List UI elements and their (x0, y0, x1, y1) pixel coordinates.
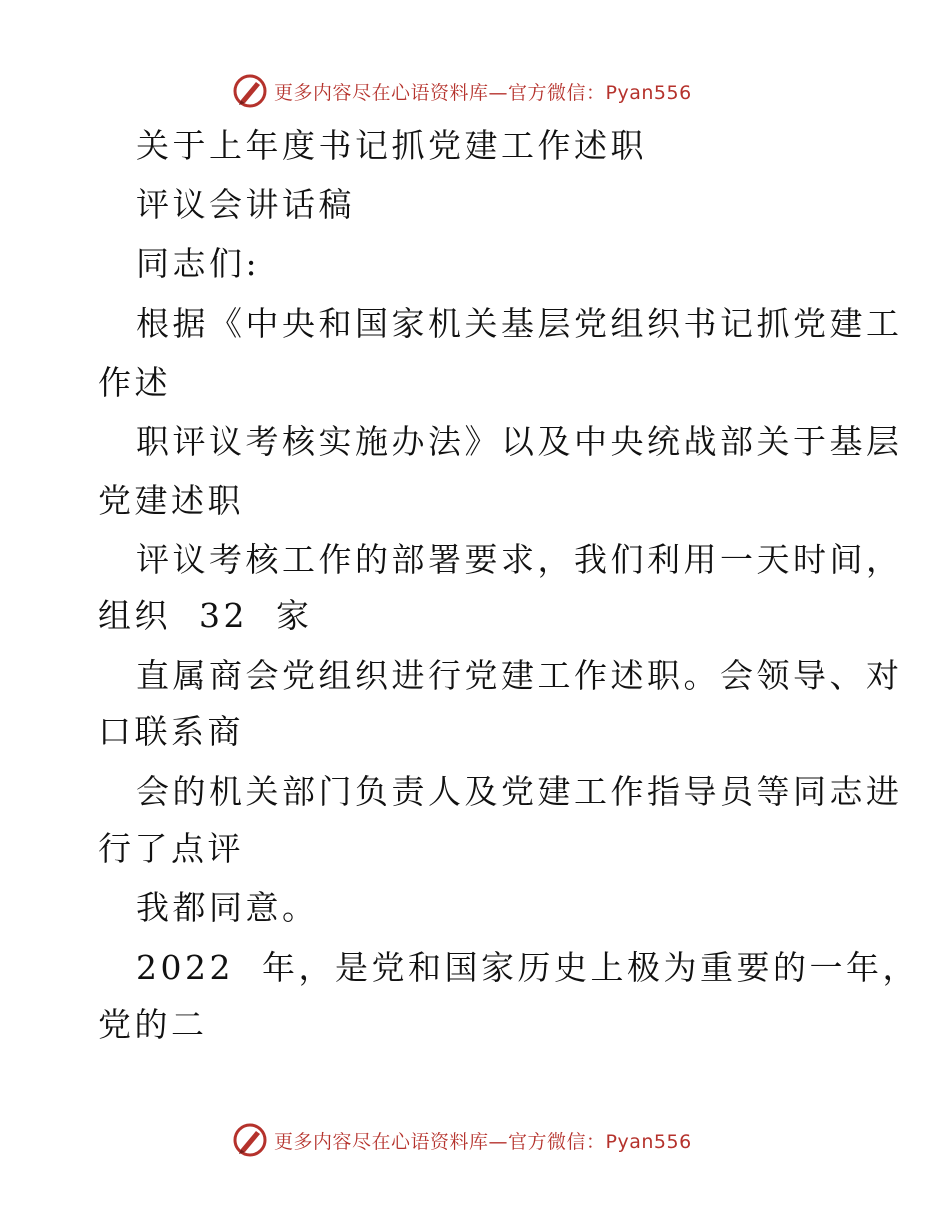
pen-logo-icon (232, 1122, 268, 1158)
salutation: 同志们: (136, 244, 261, 283)
pen-logo-icon (232, 73, 268, 109)
watermark-text: 更多内容尽在心语资料库—官方微信：Pyan556 (274, 81, 692, 104)
paragraph-line: 直属商会党组织进行党建工作述职。会领导、对 (136, 656, 903, 695)
footer-watermark (232, 1122, 692, 1158)
paragraph-line: 行了点评 (98, 829, 244, 868)
paragraph-line: 组织 32 家 (98, 596, 313, 635)
document-title-line-1: 关于上年度书记抓党建工作述职 (136, 126, 647, 165)
paragraph-line: 口联系商 (98, 712, 244, 751)
document-title-line-2: 评议会讲话稿 (136, 185, 355, 224)
paragraph-line: 我都同意。 (136, 888, 319, 927)
paragraph-line: 根据《中央和国家机关基层党组织书记抓党建工 (136, 304, 903, 343)
paragraph-line: 2022 年，是党和国家历史上极为重要的一年， (136, 948, 919, 987)
paragraph-line: 评议考核工作的部署要求，我们利用一天时间， (136, 540, 903, 579)
paragraph-line: 职评议考核实施办法》以及中央统战部关于基层 (136, 422, 903, 461)
paragraph-line: 党的二 (98, 1005, 208, 1044)
paragraph-line: 会的机关部门负责人及党建工作指导员等同志进 (136, 772, 903, 811)
paragraph-line: 党建述职 (98, 481, 244, 520)
paragraph-line: 作述 (98, 363, 171, 402)
header-watermark (232, 73, 692, 109)
watermark-text: 更多内容尽在心语资料库—官方微信：Pyan556 (274, 1130, 692, 1153)
